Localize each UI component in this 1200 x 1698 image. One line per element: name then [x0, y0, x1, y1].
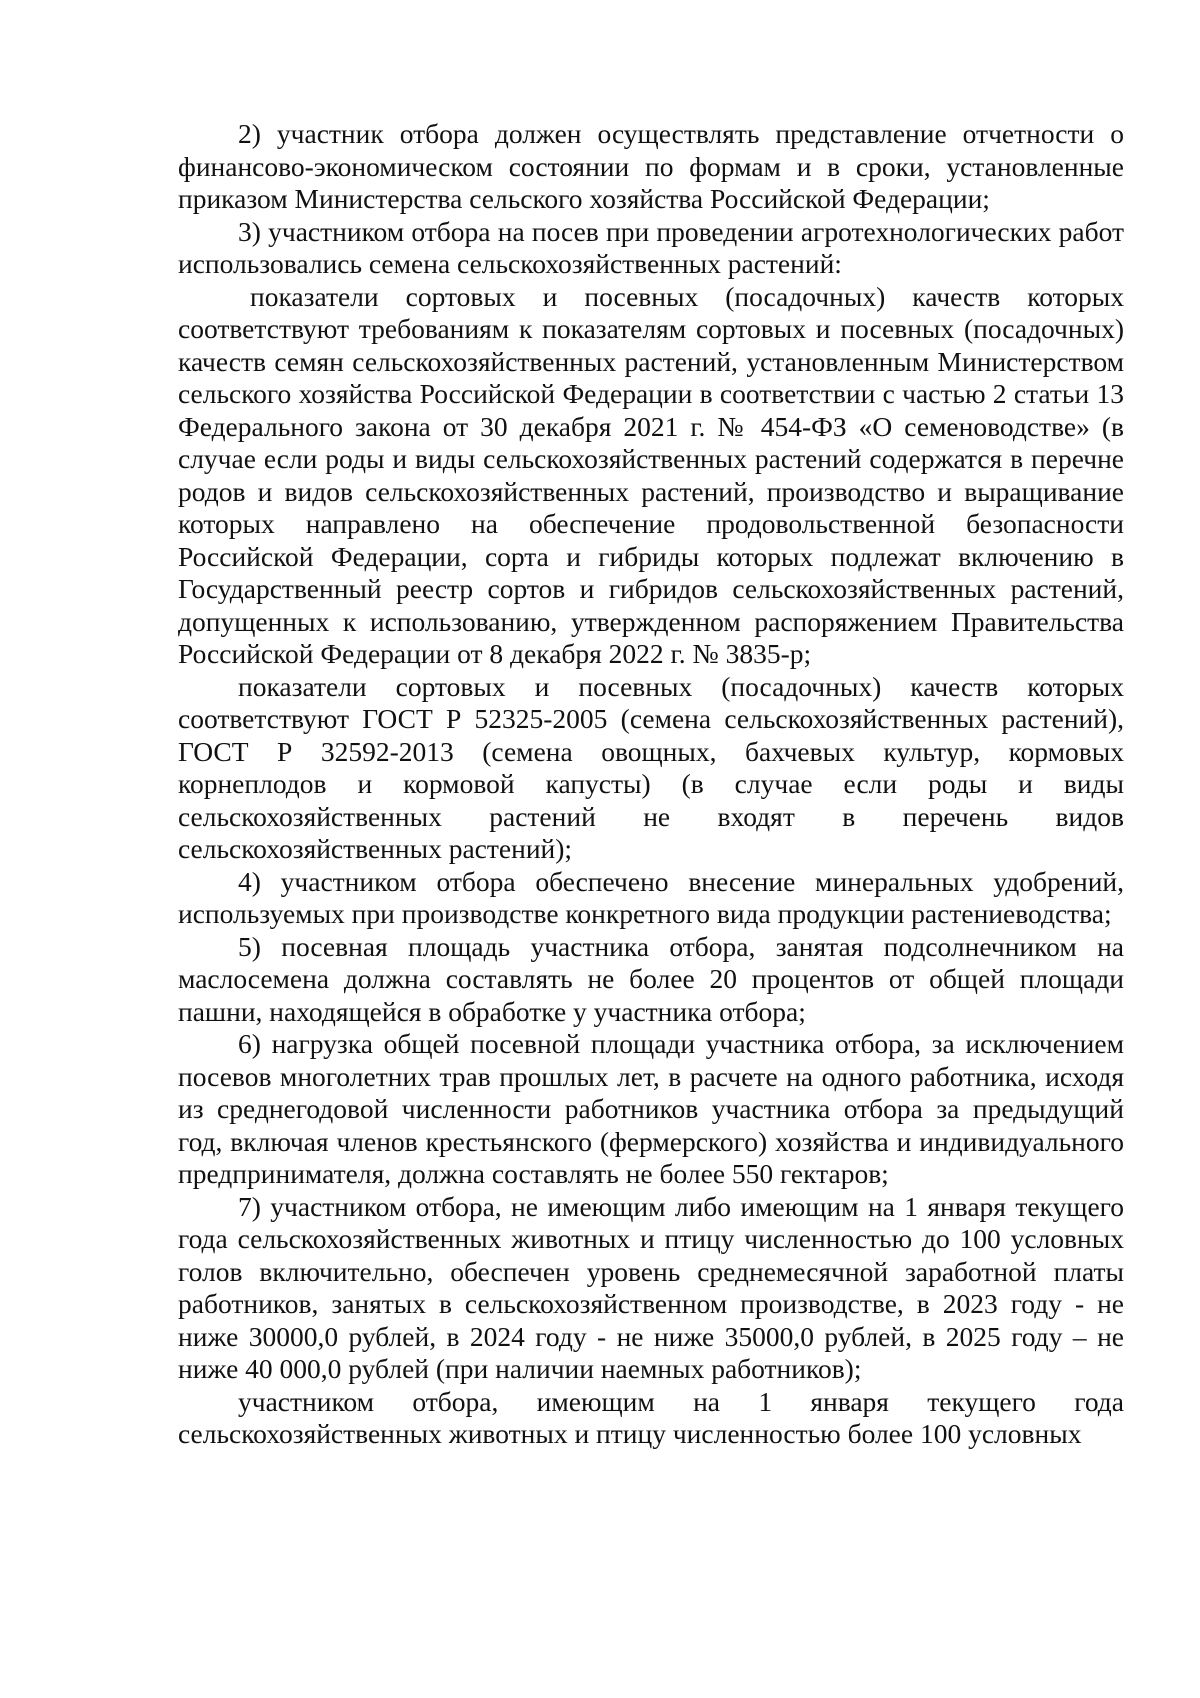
paragraph-item-3: 3) участником отбора на посев при проведении агротехнологических работ использовались семена сельскохозяйственных растений:	[178, 215, 1124, 279]
paragraph-item-6: 6) нагрузка общей посевной площади участника отбора, за исключением посевов многолетних трав прошлых лет, в расчете на одного работника, исходя из среднегодовой численности работников участника отбора за предыдущий год, включая членов крестьянского (фермерского) хозяйства и индивидуального предпринимателя, должна составлять не более 550 гектаров;	[178, 1028, 1124, 1189]
paragraph-seed-quality-requirements: показатели сортовых и посевных (посадочных) качеств которых соответствуют требованиям к показателям сортовых и посевных (посадочных) качеств семян сельскохозяйственных растений, установленным Министерством сельского хозяйства Российской Федерации в соответствии с частью 2 статьи 13 Федерального закона от 30 декабря 2021 г. № 454-ФЗ «О семеноводстве» (в случае если роды и виды сельскохозяйственных растений содержатся в перечне родов и видов сельскохозяйственных растений, производство и выращивание которых направлено на обеспечение продовольственной безопасности Российской Федерации, сорта и гибриды которых подлежат включению в Государственный реестр сортов и гибридов сельскохозяйственных растений, допущенных к использованию, утвержденном распоряжением Правительства Российской Федерации от 8 декабря 2022 г. № 3835-р;	[178, 280, 1124, 669]
paragraph-item-7: 7) участником отбора, не имеющим либо имеющим на 1 января текущего года сельскохозяйственных животных и птицу численностью до 100 условных голов включительно, обеспечен уровень среднемесячной заработной платы работников, занятых в сельскохозяйственном производстве, в 2023 году - не ниже 30000,0 рублей, в 2024 году - не ниже 35000,0 рублей, в 2025 году – не ниже 40 000,0 рублей (при наличии наемных работников);	[178, 1190, 1124, 1384]
paragraph-item-2: 2) участник отбора должен осуществлять представление отчетности о финансово-экономическом состоянии по формам и в сроки, установленные приказом Министерства сельского хозяйства Российской Федерации;	[178, 118, 1124, 214]
document-body	[178, 118, 1124, 1451]
paragraph-over-100-heads: участником отбора, имеющим на 1 января текущего года сельскохозяйственных животных и птицу численностью более 100 условных	[178, 1385, 1124, 1449]
paragraph-seed-quality-gost: показатели сортовых и посевных (посадочных) качеств которых соответствуют ГОСТ Р 52325-2005 (семена сельскохозяйственных растений), ГОСТ Р 32592-2013 (семена овощных, бахчевых культур, кормовых корнеплодов и кормовой капусты) (в случае если роды и виды сельскохозяйственных растений не входят в перечень видов сельскохозяйственных растений);	[178, 670, 1124, 864]
paragraph-item-4: 4) участником отбора обеспечено внесение минеральных удобрений, используемых при производстве конкретного вида продукции растениеводства;	[178, 865, 1124, 929]
paragraph-item-5: 5) посевная площадь участника отбора, занятая подсолнечником на маслосемена должна составлять не более 20 процентов от общей площади пашни, находящейся в обработке у участника отбора;	[178, 930, 1124, 1027]
